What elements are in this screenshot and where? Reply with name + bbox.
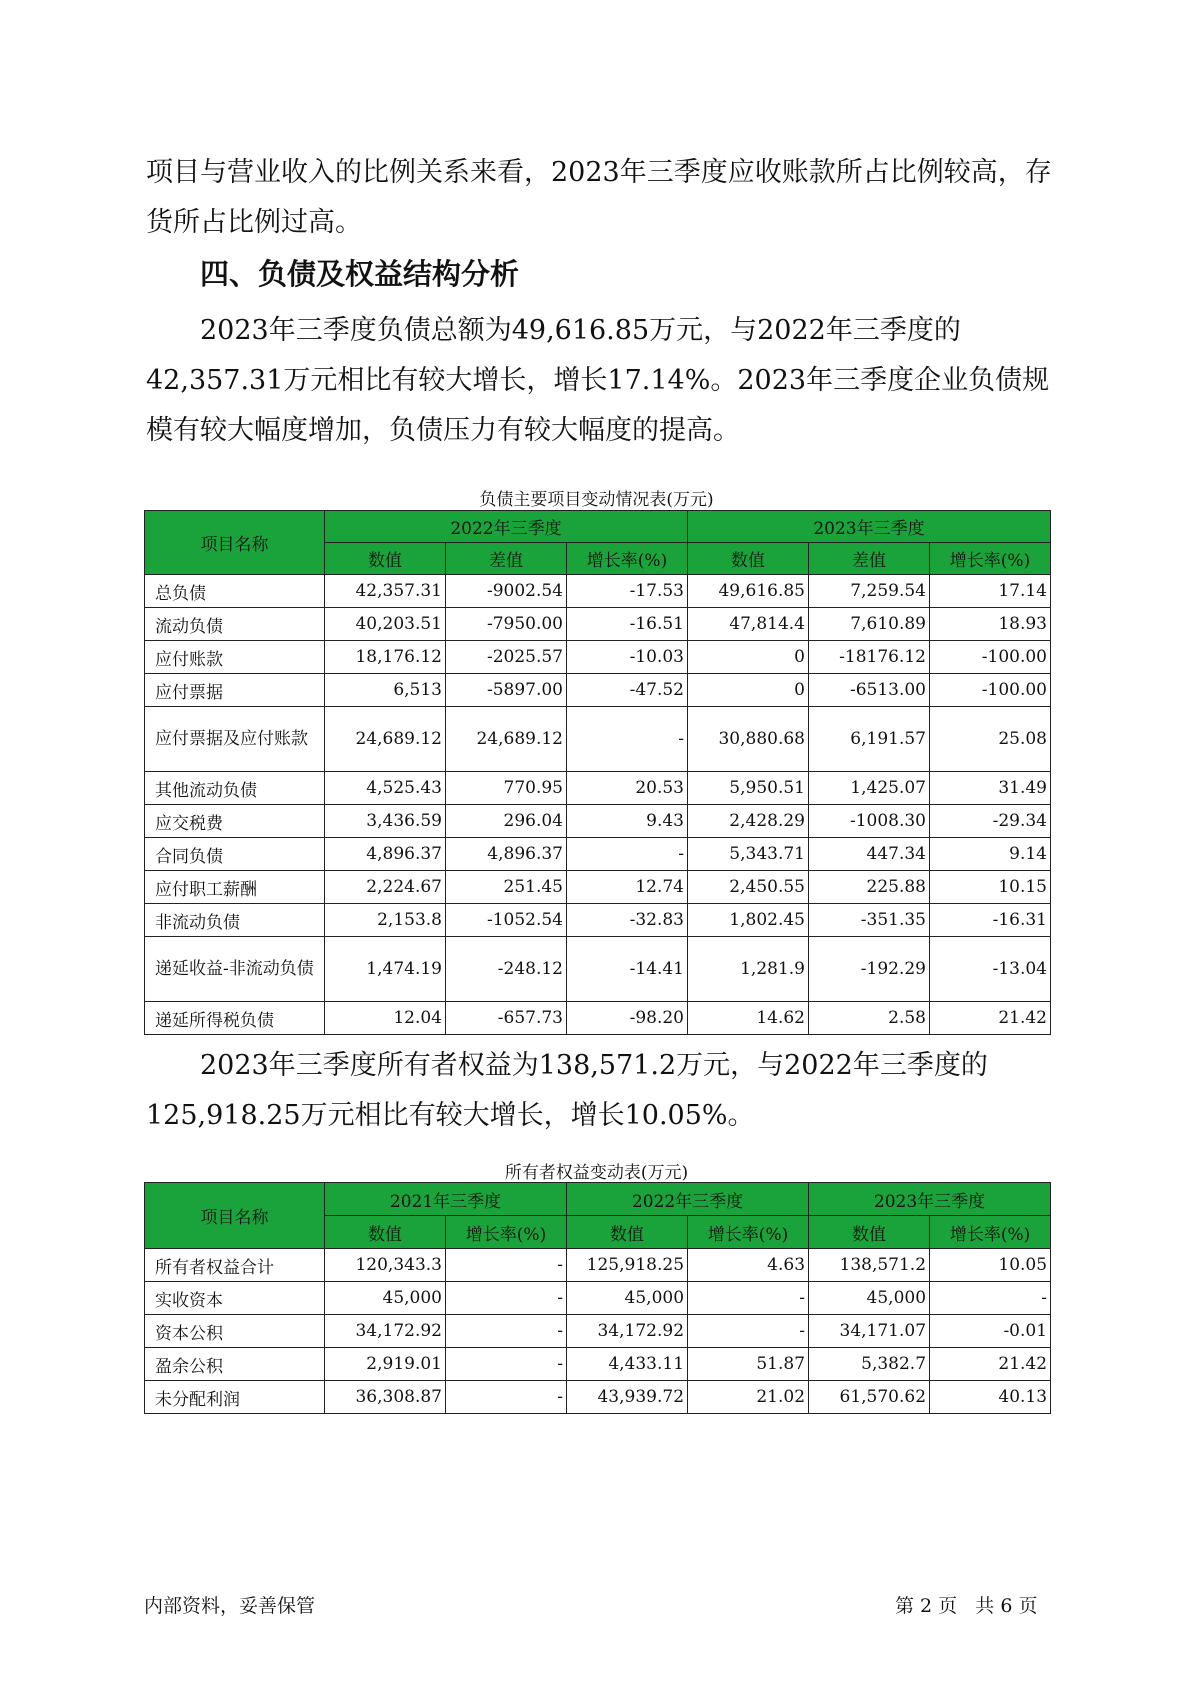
table-cell: 25.08 (930, 707, 1051, 772)
table-cell: - (446, 1315, 567, 1348)
section-heading: 四、负债及权益结构分析 (200, 257, 520, 291)
table-cell: -14.41 (567, 937, 688, 1002)
table-cell: 5,343.71 (688, 838, 809, 871)
table-cell: -98.20 (567, 1002, 688, 1035)
table-cell: -2025.57 (446, 641, 567, 674)
table-row (145, 904, 1051, 937)
table-row (145, 805, 1051, 838)
table-cell: 5,382.7 (809, 1348, 930, 1381)
footer-confidential-note: 内部资料，妥善保管 (144, 1595, 316, 1617)
footer-page-number: 第 2 页 共 6 页 (895, 1595, 1038, 1617)
table-cell: - (567, 707, 688, 772)
table-cell: -0.01 (930, 1315, 1051, 1348)
table-cell: - (446, 1282, 567, 1315)
table-row (145, 1348, 1051, 1381)
table-cell: - (567, 838, 688, 871)
table-cell: 34,171.07 (809, 1315, 930, 1348)
table-row (145, 1381, 1051, 1414)
table-cell: -351.35 (809, 904, 930, 937)
header-value: 数值 (325, 543, 446, 575)
table-cell: 14.62 (688, 1002, 809, 1035)
table-cell: 0 (688, 641, 809, 674)
table-cell: 1,474.19 (325, 937, 446, 1002)
table-cell: 40,203.51 (325, 608, 446, 641)
table-cell: 12.04 (325, 1002, 446, 1035)
header-growth: 增长率(%) (567, 543, 688, 575)
header-period-2023: 2023年三季度 (809, 1183, 1051, 1216)
row-item-name: 其他流动负债 (145, 772, 325, 805)
equity-table-caption: 所有者权益变动表(万元) (504, 1163, 689, 1183)
table-cell: 10.05 (930, 1249, 1051, 1282)
table-cell: -248.12 (446, 937, 567, 1002)
table-cell: 7,259.54 (809, 575, 930, 608)
table-cell: 6,191.57 (809, 707, 930, 772)
row-item-name: 未分配利润 (145, 1381, 325, 1414)
table-cell: 42,357.31 (325, 575, 446, 608)
header-growth: 增长率(%) (688, 1216, 809, 1249)
table-cell: -6513.00 (809, 674, 930, 707)
header-period-2022: 2022年三季度 (325, 511, 688, 543)
table-cell: -7950.00 (446, 608, 567, 641)
row-item-name: 资本公积 (145, 1315, 325, 1348)
table-cell: 36,308.87 (325, 1381, 446, 1414)
table-row (145, 575, 1051, 608)
row-item-name: 流动负债 (145, 608, 325, 641)
table-cell: 24,689.12 (446, 707, 567, 772)
table-cell: -657.73 (446, 1002, 567, 1035)
row-item-name: 应付职工薪酬 (145, 871, 325, 904)
table-cell: - (688, 1282, 809, 1315)
header-item-name: 项目名称 (145, 511, 325, 575)
header-period-2021: 2021年三季度 (325, 1183, 567, 1216)
header-row-periods (145, 1183, 1051, 1216)
header-value: 数值 (809, 1216, 930, 1249)
table-cell: 43,939.72 (567, 1381, 688, 1414)
table-cell: 20.53 (567, 772, 688, 805)
header-value: 数值 (325, 1216, 446, 1249)
table-cell: 45,000 (325, 1282, 446, 1315)
table-cell: 21.42 (930, 1002, 1051, 1035)
table-row (145, 1282, 1051, 1315)
table-cell: -32.83 (567, 904, 688, 937)
table-row (145, 674, 1051, 707)
table-cell: 251.45 (446, 871, 567, 904)
table-cell: 18.93 (930, 608, 1051, 641)
row-item-name: 应付票据及应付账款 (145, 707, 325, 772)
table-cell: -47.52 (567, 674, 688, 707)
table-cell: 45,000 (809, 1282, 930, 1315)
row-item-name: 非流动负债 (145, 904, 325, 937)
table-cell: 4,433.11 (567, 1348, 688, 1381)
liability-table-caption: 负债主要项目变动情况表(万元) (479, 490, 714, 510)
row-item-name: 应付账款 (145, 641, 325, 674)
table-cell: 2,919.01 (325, 1348, 446, 1381)
table-cell: 225.88 (809, 871, 930, 904)
table-cell: 4,896.37 (325, 838, 446, 871)
header-diff: 差值 (446, 543, 567, 575)
header-period-2023: 2023年三季度 (688, 511, 1051, 543)
table-cell: 51.87 (688, 1348, 809, 1381)
header-period-2022: 2022年三季度 (567, 1183, 809, 1216)
table-cell: -10.03 (567, 641, 688, 674)
table-cell: 770.95 (446, 772, 567, 805)
table-cell: 4,525.43 (325, 772, 446, 805)
table-row (145, 772, 1051, 805)
table-cell: 30,880.68 (688, 707, 809, 772)
table-cell: -18176.12 (809, 641, 930, 674)
table-cell: 47,814.4 (688, 608, 809, 641)
header-growth: 增长率(%) (930, 543, 1051, 575)
table-cell: 21.02 (688, 1381, 809, 1414)
table-cell: -17.53 (567, 575, 688, 608)
table-cell: 4.63 (688, 1249, 809, 1282)
table-cell: - (930, 1282, 1051, 1315)
table-row (145, 871, 1051, 904)
intro-paragraph: 项目与营业收入的比例关系来看，2023年三季度应收账款所占比例较高，存货所占比例过高。 (146, 157, 1052, 238)
table-cell: 17.14 (930, 575, 1051, 608)
header-value: 数值 (688, 543, 809, 575)
table-cell: 120,343.3 (325, 1249, 446, 1282)
table-row (145, 1315, 1051, 1348)
table-cell: - (446, 1249, 567, 1282)
equity-table (144, 1182, 1051, 1414)
liability-table (144, 510, 1051, 1035)
table-cell: 2,224.67 (325, 871, 446, 904)
table-cell: -100.00 (930, 641, 1051, 674)
table-cell: 10.15 (930, 871, 1051, 904)
table-cell: 34,172.92 (325, 1315, 446, 1348)
table-cell: - (446, 1381, 567, 1414)
liability-paragraph: 2023年三季度负债总额为49,616.85万元，与2022年三季度的42,357.31万元相比有较大增长，增长17.14%。2023年三季度企业负债规模有较大幅度增加，负债压力有较大幅度的提高。 (146, 315, 1050, 446)
row-item-name: 应交税费 (145, 805, 325, 838)
table-cell: 61,570.62 (809, 1381, 930, 1414)
table-cell: 447.34 (809, 838, 930, 871)
table-cell: 6,513 (325, 674, 446, 707)
row-item-name: 所有者权益合计 (145, 1249, 325, 1282)
header-item-name: 项目名称 (145, 1183, 325, 1249)
table-cell: 45,000 (567, 1282, 688, 1315)
table-cell: 1,281.9 (688, 937, 809, 1002)
table-cell: 31.49 (930, 772, 1051, 805)
table-cell: - (688, 1315, 809, 1348)
table-cell: 3,436.59 (325, 805, 446, 838)
header-value: 数值 (567, 1216, 688, 1249)
table-cell: -192.29 (809, 937, 930, 1002)
table-cell: 5,950.51 (688, 772, 809, 805)
table-cell: 4,896.37 (446, 838, 567, 871)
table-cell: -1052.54 (446, 904, 567, 937)
table-row (145, 838, 1051, 871)
row-item-name: 递延收益-非流动负债 (145, 937, 325, 1002)
header-growth: 增长率(%) (930, 1216, 1051, 1249)
table-cell: 34,172.92 (567, 1315, 688, 1348)
row-item-name: 盈余公积 (145, 1348, 325, 1381)
table-cell: 9.43 (567, 805, 688, 838)
table-cell: 9.14 (930, 838, 1051, 871)
table-cell: 7,610.89 (809, 608, 930, 641)
table-cell: -100.00 (930, 674, 1051, 707)
table-cell: 2,450.55 (688, 871, 809, 904)
table-cell: -9002.54 (446, 575, 567, 608)
table-cell: 18,176.12 (325, 641, 446, 674)
table-cell: 49,616.85 (688, 575, 809, 608)
row-item-name: 总负债 (145, 575, 325, 608)
table-row (145, 937, 1051, 1002)
table-cell: -29.34 (930, 805, 1051, 838)
table-cell: -5897.00 (446, 674, 567, 707)
table-cell: 296.04 (446, 805, 567, 838)
table-cell: -1008.30 (809, 805, 930, 838)
header-row-periods (145, 511, 1051, 543)
table-cell: -16.51 (567, 608, 688, 641)
table-cell: 1,802.45 (688, 904, 809, 937)
table-cell: -16.31 (930, 904, 1051, 937)
table-cell: 2,428.29 (688, 805, 809, 838)
row-item-name: 递延所得税负债 (145, 1002, 325, 1035)
header-diff: 差值 (809, 543, 930, 575)
table-cell: 138,571.2 (809, 1249, 930, 1282)
table-cell: 125,918.25 (567, 1249, 688, 1282)
table-row (145, 1249, 1051, 1282)
row-item-name: 合同负债 (145, 838, 325, 871)
table-row (145, 1002, 1051, 1035)
table-cell: 1,425.07 (809, 772, 930, 805)
table-row (145, 608, 1051, 641)
table-cell: 0 (688, 674, 809, 707)
table-row (145, 707, 1051, 772)
header-growth: 增长率(%) (446, 1216, 567, 1249)
table-row (145, 641, 1051, 674)
row-item-name: 应付票据 (145, 674, 325, 707)
equity-paragraph: 2023年三季度所有者权益为138,571.2万元，与2022年三季度的125,918.25万元相比有较大增长，增长10.05%。 (146, 1050, 988, 1131)
table-cell: 21.42 (930, 1348, 1051, 1381)
table-cell: 12.74 (567, 871, 688, 904)
row-item-name: 实收资本 (145, 1282, 325, 1315)
table-cell: 2,153.8 (325, 904, 446, 937)
table-cell: 40.13 (930, 1381, 1051, 1414)
table-cell: 24,689.12 (325, 707, 446, 772)
table-cell: 2.58 (809, 1002, 930, 1035)
table-cell: - (446, 1348, 567, 1381)
table-cell: -13.04 (930, 937, 1051, 1002)
